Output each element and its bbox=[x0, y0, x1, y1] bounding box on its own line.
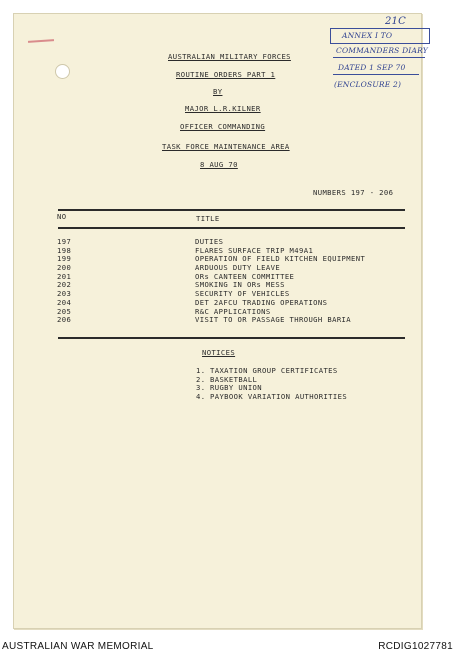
table-top-rule bbox=[58, 209, 405, 211]
header-officer-role: OFFICER COMMANDING bbox=[180, 122, 266, 131]
order-title: SMOKING IN ORs MESS bbox=[195, 280, 285, 290]
order-number: 198 bbox=[57, 245, 72, 255]
order-number: 200 bbox=[57, 263, 72, 273]
order-title: SECURITY OF VEHICLES bbox=[195, 289, 290, 299]
column-header-no: NO bbox=[57, 212, 67, 221]
notice-number: 3. bbox=[196, 383, 206, 393]
notices-heading: NOTICES bbox=[202, 348, 236, 357]
punch-hole bbox=[55, 64, 70, 79]
annotation-underline bbox=[333, 74, 419, 75]
annotation-underline bbox=[333, 57, 425, 58]
order-title: ARDUOUS DUTY LEAVE bbox=[195, 263, 281, 273]
order-number: 197 bbox=[57, 237, 72, 246]
order-title: R&C APPLICATIONS bbox=[195, 306, 271, 316]
order-title: DUTIES bbox=[195, 237, 224, 246]
handwritten-enclosure-line: (ENCLOSURE 2) bbox=[334, 80, 402, 89]
order-number: 204 bbox=[57, 297, 72, 307]
notice-number: 1. bbox=[196, 366, 206, 375]
handwritten-reference: 21C bbox=[385, 16, 406, 27]
header-date: 8 AUG 70 bbox=[200, 160, 238, 169]
order-number: 205 bbox=[57, 306, 72, 316]
header-officer-name: MAJOR L.R.KILNER bbox=[185, 104, 261, 113]
order-title: VISIT TO OR PASSAGE THROUGH BARIA bbox=[195, 315, 351, 325]
header-orders-title: ROUTINE ORDERS PART 1 bbox=[176, 70, 276, 79]
header-by: BY bbox=[213, 87, 223, 96]
column-header-title: TITLE bbox=[196, 214, 220, 223]
order-title: ORs CANTEEN COMMITTEE bbox=[195, 271, 295, 281]
order-number: 203 bbox=[57, 289, 72, 299]
order-number: 199 bbox=[57, 254, 72, 264]
order-number: 201 bbox=[57, 271, 72, 281]
order-number: 202 bbox=[57, 280, 72, 290]
notice-text: PAYBOOK VARIATION AUTHORITIES bbox=[210, 392, 348, 402]
table-header-rule bbox=[58, 227, 405, 229]
handwritten-dated-line: DATED 1 SEP 70 bbox=[338, 63, 406, 72]
notice-text: TAXATION GROUP CERTIFICATES bbox=[210, 366, 338, 375]
notice-number: 4. bbox=[196, 392, 206, 402]
table-bottom-rule bbox=[58, 337, 405, 339]
order-number: 206 bbox=[57, 315, 72, 325]
order-title: OPERATION OF FIELD KITCHEN EQUIPMENT bbox=[195, 254, 366, 264]
notice-number: 2. bbox=[196, 374, 206, 384]
header-unit-name: TASK FORCE MAINTENANCE AREA bbox=[162, 142, 290, 151]
handwritten-annex-line: ANNEX I TO bbox=[342, 31, 393, 40]
record-identifier: RCDIG1027781 bbox=[378, 641, 453, 652]
numbers-range: NUMBERS 197 - 206 bbox=[313, 188, 394, 197]
order-title: FLARES SURFACE TRIP M49A1 bbox=[195, 245, 314, 255]
handwritten-diary-line: COMMANDERS DIARY bbox=[336, 46, 428, 55]
header-force-name: AUSTRALIAN MILITARY FORCES bbox=[168, 52, 291, 61]
order-title: DET 2AFCU TRADING OPERATIONS bbox=[195, 297, 328, 307]
archive-credit: AUSTRALIAN WAR MEMORIAL bbox=[2, 641, 154, 652]
notice-text: BASKETBALL bbox=[210, 374, 258, 384]
notice-text: RUGBY UNION bbox=[210, 383, 262, 393]
